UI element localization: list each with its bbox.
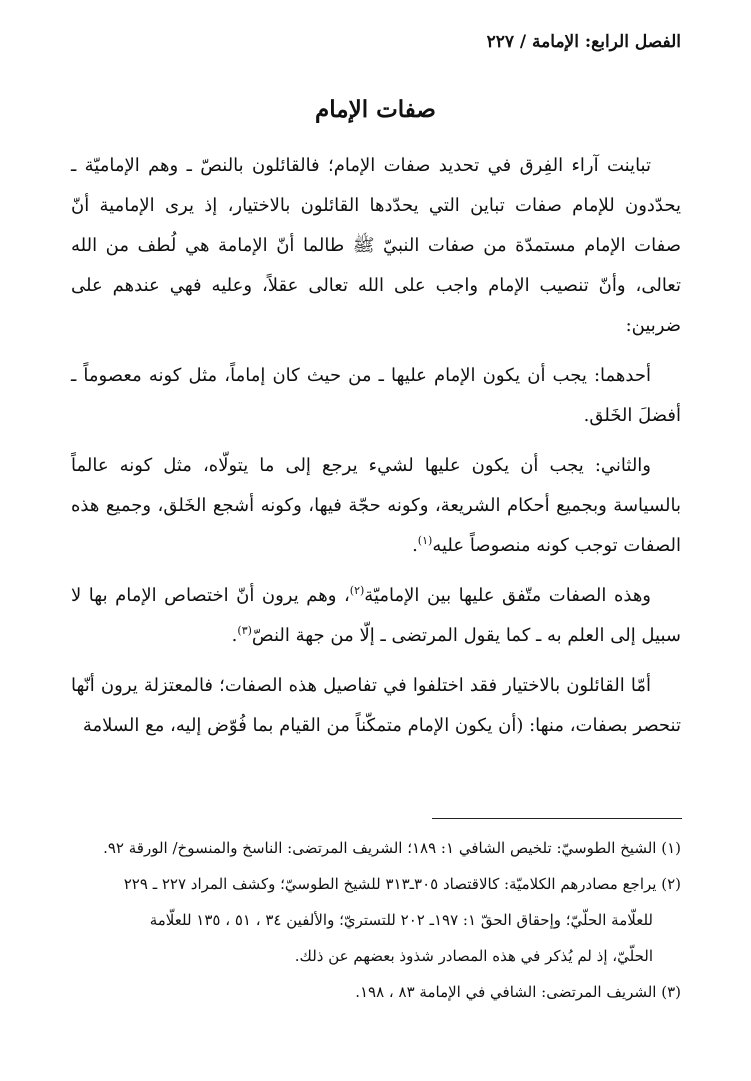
- footnote-2-line-2: للعلّامة الحلّيّ؛ وإحقاق الحقّ ١: ١٩٧ـ ٢٠٢ للتستريّ؛ والألفين ٣٤ ، ٥١ ، ١٣٥ للعلّامة: [149, 911, 653, 929]
- footnote-1: (١) الشيخ الطوسيّ: تلخيص الشافي ١: ١٨٩؛ الشريف المرتضى: الناسخ والمنسوخ/ الورقة ٩٢.: [103, 839, 681, 857]
- footnote-ref-2[interactable]: (٢): [349, 584, 365, 597]
- footnotes: [71, 832, 681, 1012]
- section-title: صفات الإمام: [315, 96, 436, 123]
- footnote-3: (٣) الشريف المرتضى: الشافي في الإمامة ٨٣ ، ١٩٨.: [355, 983, 681, 1001]
- paragraph-4-text: وهذه الصفات متّفق عليها بين الإماميّة: [364, 585, 652, 606]
- paragraph-5: أمّا القائلون بالاختيار فقد اختلفوا في تفاصيل هذه الصفات؛ فالمعتزلة يرون أنّها تنحصر بصفات، منها: (أن يكون الإمام متمكّناً من القيام بما فُوّض إليه، مع السلامة: [71, 675, 681, 736]
- body-text: [71, 146, 681, 756]
- footnote-ref-3[interactable]: (٣): [237, 624, 252, 637]
- paragraph-4-continuation: ، وهم يرون أنّ اختصاص الإمام بها لا سبيل إلى العلم به ـ كما يقول المرتضى ـ إلّا من جهة النصّ: [71, 585, 681, 646]
- footnote-ref-1[interactable]: (١): [417, 534, 433, 547]
- paragraph-3: [71, 446, 681, 566]
- paragraph-4: [71, 576, 681, 656]
- footnote-divider: [432, 818, 682, 819]
- footnote-2-line-1: (٢) يراجع مصادرهم الكلاميّة: كالاقتصاد ٣٠٥ـ٣١٣ للشيخ الطوسيّ؛ وكشف المراد ٢٢٧ ـ ٢٢٩: [123, 875, 681, 893]
- paragraph-3-text: والثاني: يجب أن يكون عليها لشيء يرجع إلى ما يتولّاه، مثل كونه عالماً بالسياسة وبجميع أحكام الشريعة، وكونه حجّة فيها، وكونه أشجع الخَلق، وجميع هذه الصفات توجب كونه منصوصاً عليه: [71, 455, 681, 556]
- paragraph-1: تباينت آراء الفِرق في تحديد صفات الإمام؛ فالقائلون بالنصّ ـ وهم الإماميّة ـ يحدّدون للإمام صفات تباين التي يحدّدها القائلون بالاختيار، إذ يرى الإمامية أنّ صفات الإمام مستمدّة من صفات النبيّ ﷺ طالما أنّ الإمامة هي لُطف من الله تعالى، وأنّ تنصيب الإمام واجب على الله تعالى عقلاً، وعليه فهي عندهم على ضربين:: [71, 155, 681, 336]
- footnote-2-line-3: الحلّيّ، إذ لم يُذكر في هذه المصادر شذوذ بعضهم عن ذلك.: [294, 947, 653, 965]
- paragraph-4-end: .: [231, 625, 238, 646]
- paragraph-3-end: .: [412, 535, 418, 556]
- paragraph-2: أحدهما: يجب أن يكون الإمام عليها ـ من حيث كان إماماً، مثل كونه معصوماً ـ أفضلَ الخَلق.: [71, 365, 681, 426]
- running-header: الفصل الرابع: الإمامة / ٢٢٧: [486, 32, 681, 52]
